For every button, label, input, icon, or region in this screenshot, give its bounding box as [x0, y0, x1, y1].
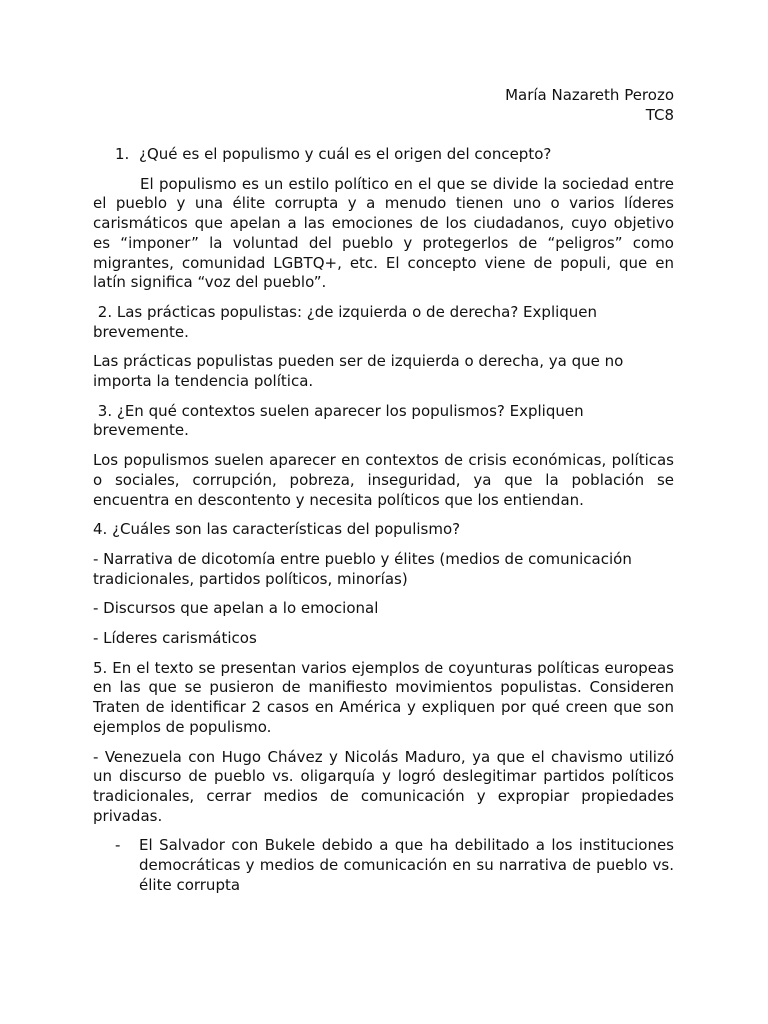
answer-1: El populismo es un estilo político en el que se divide la sociedad entre el pueblo y una élite corrupta y a menudo tienen uno o varios líderes carismáticos que apelan a las emociones de los ciudadanos, cuyo objetivo es “imponer” la voluntad del pueblo y protegerlos de “peligros” como migrantes, comunidad LGBTQ+, etc. El concepto viene de populi, que en latín significa “voz del pueblo”. [93, 174, 674, 292]
answer-5-venezuela: - Venezuela con Hugo Chávez y Nicolás Maduro, ya que el chavismo utilizó un discurso de pueblo vs. oligarquía y logró deslegitimar partidos políticos tradicionales, cerrar medios de comunicación y expropiar propiedades privadas. [93, 747, 674, 825]
question-1-text: ¿Qué es el populismo y cuál es el origen del concepto? [139, 145, 552, 163]
question-5: 5. En el texto se presentan varios ejemplos de coyunturas políticas europeas en las que se pusieron de manifiesto movimientos populistas. Consideren Traten de identificar 2 casos en América y expliquen por qué creen que son ejemplos de populismo. [93, 658, 674, 736]
question-4: 4. ¿Cuáles son las características del populismo? [93, 520, 461, 539]
bullet-dash: - [115, 836, 121, 855]
group-label: TC8 [645, 105, 674, 124]
document-header [505, 86, 674, 125]
characteristic-item: - Narrativa de dicotomía entre pueblo y élites (medios de comunicación tradicionales, partidos políticos, minorías) [93, 549, 632, 588]
question-2: 2. Las prácticas populistas: ¿de izquierda o de derecha? Expliquen brevemente. [93, 302, 602, 341]
question-1 [93, 145, 674, 165]
question-1-number: 1. [115, 145, 130, 163]
answer-3: Los populismos suelen aparecer en contextos de crisis económicas, políticas o sociales, corrupción, pobreza, inseguridad, ya que la población se encuentra en descontento y necesita políticos que los entiendan. [93, 451, 674, 509]
author-name: María Nazareth Perozo [505, 86, 674, 104]
document-body [93, 145, 674, 896]
question-3: 3. ¿En qué contextos suelen aparecer los populismos? Expliquen brevemente. [93, 401, 589, 440]
characteristic-item: - Líderes carismáticos [93, 629, 257, 648]
answer-5-el-salvador [93, 836, 674, 895]
answer-2: Las prácticas populistas pueden ser de izquierda o derecha, ya que no importa la tendencia política. [93, 352, 624, 391]
characteristic-item: - Discursos que apelan a lo emocional [93, 599, 379, 618]
answer-5-el-salvador-text: El Salvador con Bukele debido a que ha debilitado a los instituciones democráticas y medios de comunicación en su narrativa de pueblo vs. élite corrupta [139, 836, 674, 894]
